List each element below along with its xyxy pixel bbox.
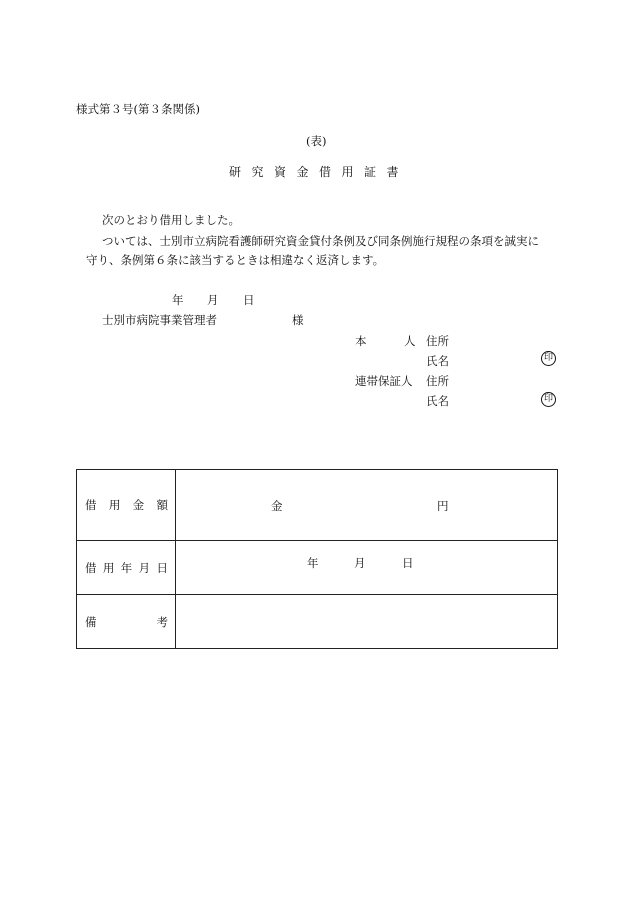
borrower-seal-mark: 印 (541, 351, 556, 366)
label-char: 用 (102, 560, 115, 575)
loan-day-label: 日 (402, 556, 414, 570)
loan-details-table (76, 469, 558, 649)
loan-amount-label (77, 497, 175, 513)
body-paragraph-2: ついては、士別市立病院看護師研究資金貸付条例及び同条例施行規程の条項を誠実に (102, 234, 539, 248)
borrower-name-label: 氏名 (426, 354, 449, 368)
body-paragraph-1: 次のとおり借用しました。 (102, 213, 240, 227)
table-row-remarks (77, 595, 558, 649)
body-paragraph-3: 守り、条例第６条に該当するときは相違なく返済します。 (86, 253, 385, 267)
loan-date-field (176, 541, 557, 594)
date-day-label: 日 (243, 293, 255, 307)
loan-amount-field (176, 470, 557, 540)
borrower-label-part1: 本 (355, 334, 367, 348)
amount-prefix: 金 (271, 499, 283, 513)
guarantor-seal-mark: 印 (541, 392, 556, 407)
label-char: 金 (132, 498, 145, 512)
label-char: 考 (156, 614, 168, 629)
amount-suffix: 円 (437, 499, 449, 513)
loan-year-label: 年 (307, 556, 319, 570)
guarantor-label: 連帯保証人 (355, 374, 413, 388)
date-month-label: 月 (207, 293, 219, 307)
borrower-label-part2: 人 (404, 334, 416, 348)
remarks-value-cell[interactable] (176, 595, 558, 649)
label-char: 年 (120, 560, 133, 575)
remarks-label-cell (77, 595, 176, 649)
borrower-address-label: 住所 (426, 334, 449, 348)
label-char: 借 (85, 498, 97, 512)
table-row-loan-date (77, 541, 558, 595)
loan-date-label-cell (77, 541, 176, 595)
remarks-label (77, 614, 175, 630)
side-indicator: (表) (306, 134, 327, 148)
label-char: 用 (108, 498, 121, 512)
form-number: 様式第３号(第３条関係) (76, 102, 200, 116)
document-title: 研究資金借用証書 (229, 165, 410, 179)
label-char: 額 (156, 498, 168, 512)
loan-amount-label-cell (77, 470, 176, 541)
loan-amount-value-cell[interactable] (176, 470, 558, 541)
date-year-label: 年 (172, 293, 184, 307)
guarantor-address-label: 住所 (426, 374, 449, 388)
table-row-loan-amount (77, 470, 558, 541)
loan-date-label (77, 560, 175, 576)
label-char: 月 (138, 560, 151, 575)
addressee-honorific: 様 (292, 313, 304, 327)
loan-month-label: 月 (354, 556, 366, 570)
loan-date-value-cell[interactable] (176, 541, 558, 595)
addressee-name: 士別市病院事業管理者 (102, 313, 217, 327)
label-char: 日 (156, 560, 168, 575)
label-char: 借 (85, 560, 97, 575)
guarantor-name-label: 氏名 (426, 394, 449, 408)
label-char: 備 (85, 614, 97, 629)
